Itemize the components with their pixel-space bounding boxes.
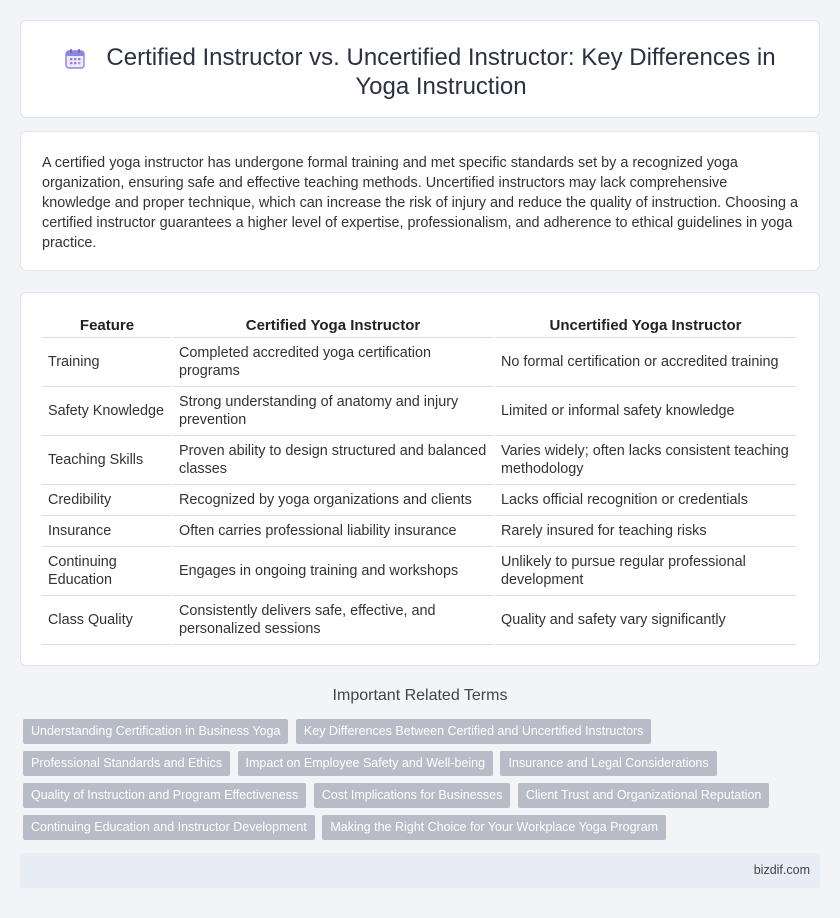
certified-cell: Proven ability to design structured and balanced classes <box>172 436 494 485</box>
uncertified-cell: Varies widely; often lacks consistent teaching methodology <box>494 436 797 485</box>
related-term-tag[interactable]: Professional Standards and Ethics <box>23 751 230 776</box>
certified-cell: Strong understanding of anatomy and injury prevention <box>172 387 494 436</box>
feature-cell: Insurance <box>42 516 172 547</box>
table-row <box>42 516 797 547</box>
table-row <box>42 485 797 516</box>
feature-cell: Continuing Education <box>42 547 172 596</box>
footer <box>20 853 820 888</box>
table-header-row <box>42 315 797 338</box>
table-row <box>42 547 797 596</box>
column-header-feature: Feature <box>42 315 172 338</box>
certified-cell: Engages in ongoing training and workshops <box>172 547 494 596</box>
related-term-tag[interactable]: Making the Right Choice for Your Workplace Yoga Program <box>322 815 666 840</box>
comparison-table <box>42 315 798 645</box>
table-row <box>42 387 797 436</box>
related-term-tag[interactable]: Continuing Education and Instructor Development <box>23 815 315 840</box>
uncertified-cell: Quality and safety vary significantly <box>494 596 797 645</box>
certified-cell: Consistently delivers safe, effective, and personalized sessions <box>172 596 494 645</box>
intro-paragraph: A certified yoga instructor has undergone formal training and met specific standards set by a recognized yoga organization, ensuring safe and effective teaching methods. Uncertified instructors may lack comprehensive knowledge and proper technique, which can increase the risk of injury and reduce the quality of instruction. Choosing a certified instructor guarantees a higher level of expertise, professionalism, and adherence to ethical guidelines in yoga practice. <box>42 155 798 251</box>
related-term-tag[interactable]: Key Differences Between Certified and Uncertified Instructors <box>296 719 652 744</box>
table-row <box>42 436 797 485</box>
title-card <box>20 20 820 118</box>
related-terms-heading: Important Related Terms <box>332 687 508 704</box>
page-title: Certified Instructor vs. Uncertified Instructor: Key Differences in Yoga Instruction <box>106 44 776 100</box>
intro-card <box>20 131 820 271</box>
feature-cell: Class Quality <box>42 596 172 645</box>
tag-row <box>23 783 823 815</box>
related-term-tag[interactable]: Cost Implications for Businesses <box>314 783 511 808</box>
certified-cell: Recognized by yoga organizations and clients <box>172 485 494 516</box>
table-row <box>42 338 797 387</box>
related-term-tag[interactable]: Insurance and Legal Considerations <box>500 751 716 776</box>
related-term-tag[interactable]: Quality of Instruction and Program Effectiveness <box>23 783 306 808</box>
uncertified-cell: Lacks official recognition or credentials <box>494 485 797 516</box>
tag-row <box>23 719 823 751</box>
related-term-tag[interactable]: Client Trust and Organizational Reputation <box>518 783 770 808</box>
table-row <box>42 596 797 645</box>
feature-cell: Training <box>42 338 172 387</box>
uncertified-cell: No formal certification or accredited training <box>494 338 797 387</box>
related-term-tag[interactable]: Impact on Employee Safety and Well-being <box>238 751 493 776</box>
feature-cell: Teaching Skills <box>42 436 172 485</box>
feature-cell: Safety Knowledge <box>42 387 172 436</box>
related-term-tag[interactable]: Understanding Certification in Business Yoga <box>23 719 288 744</box>
related-terms-list <box>23 719 823 847</box>
uncertified-cell: Limited or informal safety knowledge <box>494 387 797 436</box>
comparison-card <box>20 292 820 666</box>
uncertified-cell: Unlikely to pursue regular professional development <box>494 547 797 596</box>
column-header-certified: Certified Yoga Instructor <box>172 315 494 338</box>
footer-site-link[interactable]: bizdif.com <box>753 863 810 877</box>
certified-cell: Completed accredited yoga certification programs <box>172 338 494 387</box>
column-header-uncertified: Uncertified Yoga Instructor <box>494 315 797 338</box>
tag-row <box>23 815 823 847</box>
tag-row <box>23 751 823 783</box>
uncertified-cell: Rarely insured for teaching risks <box>494 516 797 547</box>
certified-cell: Often carries professional liability insurance <box>172 516 494 547</box>
feature-cell: Credibility <box>42 485 172 516</box>
